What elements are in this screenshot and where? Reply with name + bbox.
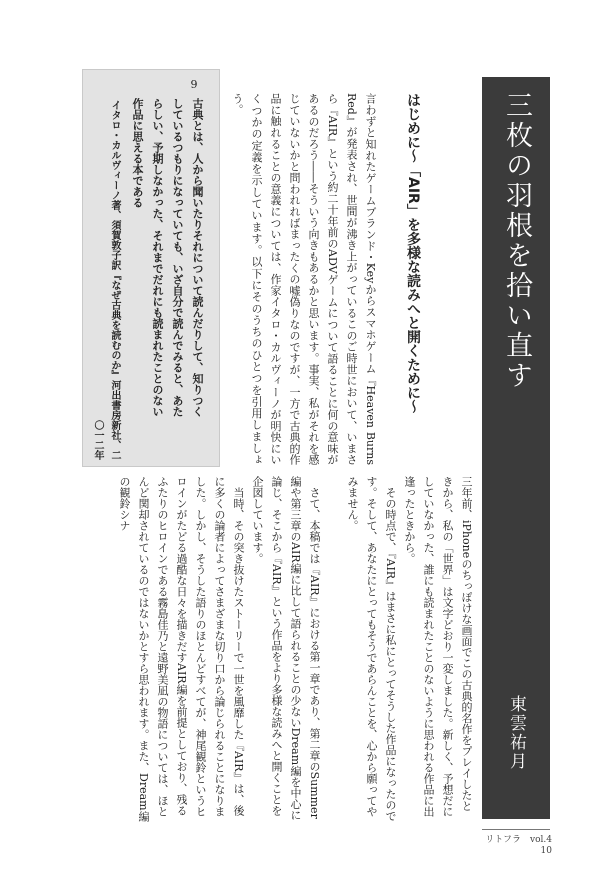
quote-number: 9 [190, 78, 198, 91]
journal-name: リトフラ vol.4 [485, 835, 552, 845]
intro-paragraph: 言わずと知れたゲームブランド・Keyからスマホゲーム『Heaven Burns Red』が発表され、世間が沸き上がっているこのご時世において、いまさら『AIR』という約二十年前のADVゲームについて語ることに何の意味があるのだろう――そういう向きもあるかと思います。事実、私がそれを感じていないかと問われればまったくの嘘偽りなのですが、一方で古典的作品に触れることの意義については、作家イタロ・カルヴィーノが明快にいくつかの定義を示しています。以下にそのうちのひとつを引用しましょう。 [231, 93, 377, 465]
quote-source: イタロ・カルヴィーノ著、須賀敦子訳『なぜ古典を読むのか』河出書房新社、二〇一二年 [92, 100, 120, 460]
body-text [80, 476, 476, 822]
body-paragraph: 三年前、iPhoneのちっぽけな画面でこの古典的名作をプレイしたときから、私の「世界」は文字どおり一変しました。新しく、予想だにしていなかった、誰にも読まれたことのないように思われる作品に出逢ったときから。 [403, 476, 473, 817]
body-paragraph: さて、本稿では『AIR』における第一章であり、第二章のSummer編や第三章のAIR編に比して語られることの少ないDream編を中心に論じ、そこから『AIR』という作品をより多様な読みへと開くことを企図しています。 [251, 476, 321, 821]
body-paragraph: その時点で、『AIR』はまさに私にとってそうした作品になったのです。そして、あなたにとってもそうであらんことを、心から願ってやみません。 [346, 476, 397, 822]
section-heading: はじめに〜「AIR」を多様な読みへと開くために〜 [405, 93, 421, 414]
author-name: 東雲祐月 [506, 695, 526, 771]
footer-rule [482, 829, 550, 830]
quote-box [82, 69, 220, 467]
article-title: 三枚の羽根を拾い直す [501, 91, 532, 391]
page-number: 10 [540, 846, 552, 856]
body-paragraph: 当時、その突き抜けたストーリーで一世を風靡した『AIR』は、後に多くの論者によってさまざまな切り口から論じられることになりました。しかし、そうした語りのほとんどすべてが、神尾観鈴というヒロインがたどる過酷な日々を描きだすAIR編を前提としており、残るふたりのヒロインである霧島佳乃と遠野美凪の物語については、ほとんど関却されているのではないかとすら思われます。また、Dream編の観鈴シナ [118, 476, 245, 822]
title-band [482, 77, 550, 819]
quote-text: 古典とは、人から聞いたりそれについて読んだりして、知りつくしているつもりになっていても、いざ自分で読んでみると、あたらしい、予期しなかった、それまでだれにも読まれたことのない作品に思える本である [131, 98, 204, 417]
